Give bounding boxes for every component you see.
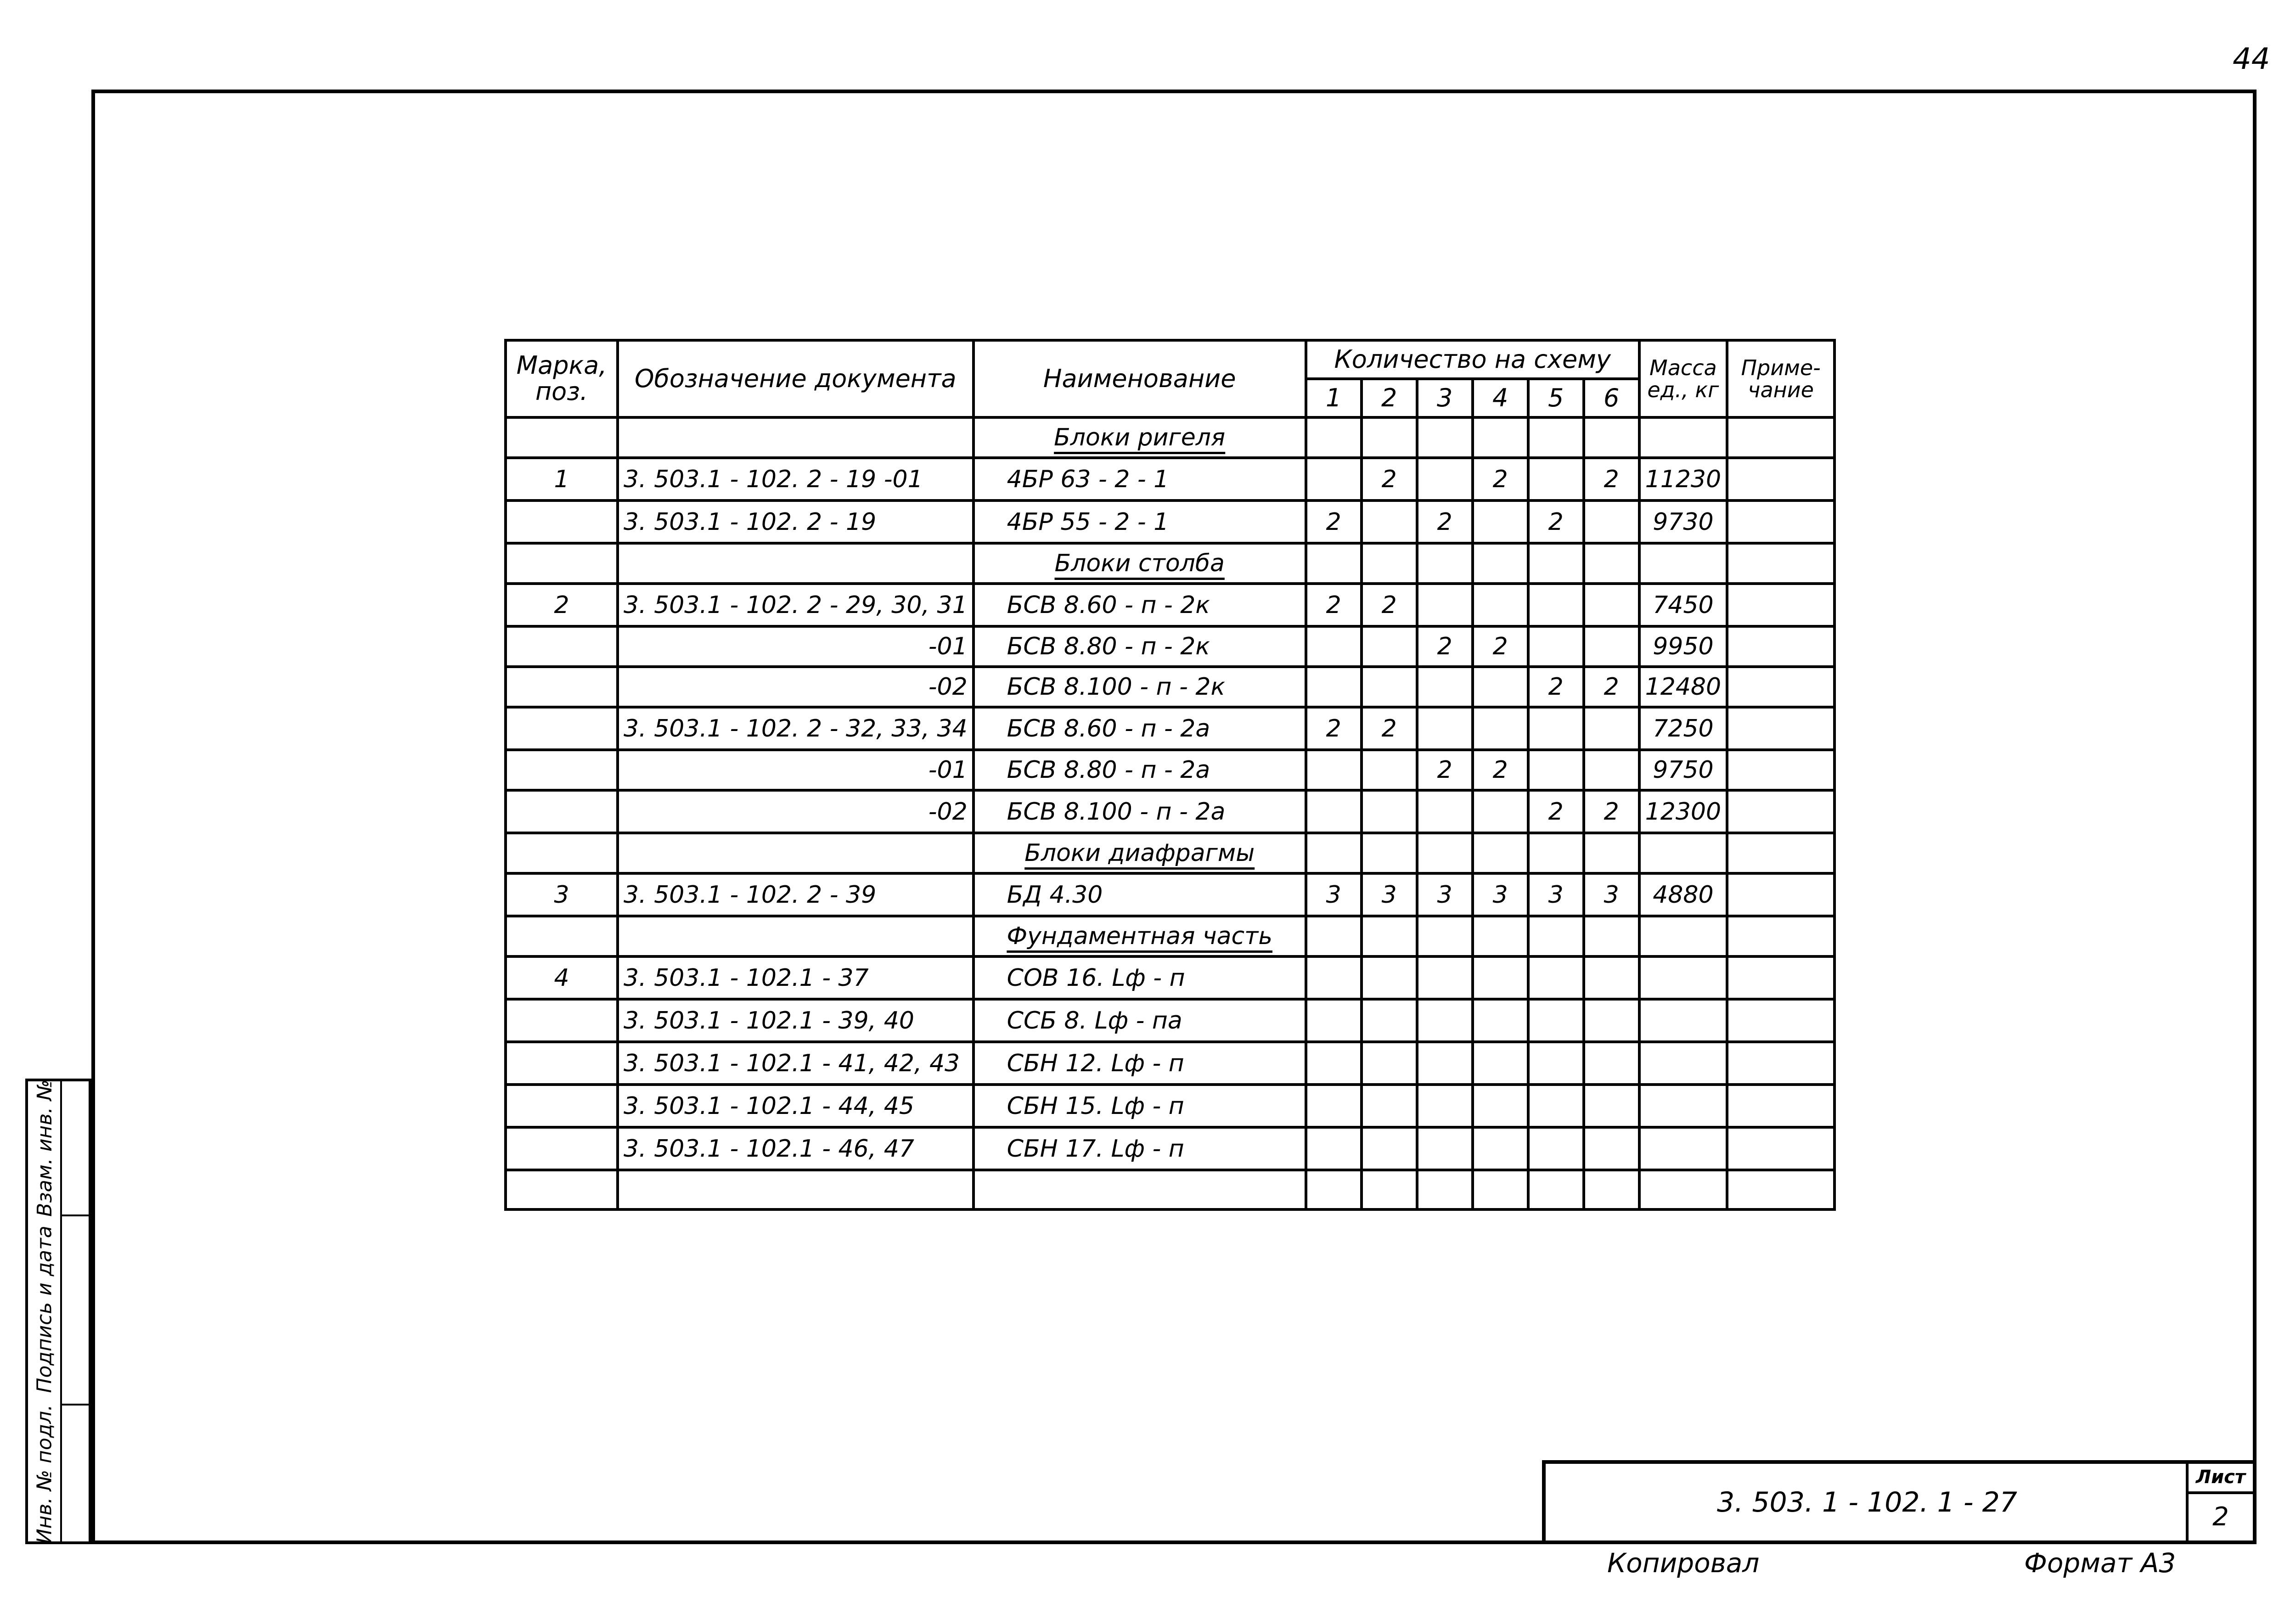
cell-name: БД 4.30 xyxy=(974,873,1306,916)
cell-qty-3 xyxy=(1417,458,1473,500)
cell-doc xyxy=(618,916,974,956)
cell-qty-6 xyxy=(1584,626,1639,667)
cell-doc xyxy=(618,543,974,584)
cell-mass xyxy=(1639,1127,1727,1170)
table-row xyxy=(506,956,1835,999)
header-name: Наименование xyxy=(974,340,1306,417)
header-q4: 4 xyxy=(1473,379,1528,417)
cell-qty-4 xyxy=(1473,1085,1528,1127)
cell-qty-4 xyxy=(1473,1042,1528,1085)
copied-by: Копировал xyxy=(1607,1547,1760,1579)
cell-doc: 3. 503.1 - 102. 2 - 32, 33, 34 xyxy=(618,707,974,750)
section-heading xyxy=(974,916,1306,956)
cell-mass: 9730 xyxy=(1639,500,1727,543)
cell-doc xyxy=(618,833,974,873)
cell-qty-6 xyxy=(1584,833,1639,873)
cell-qty-5: 2 xyxy=(1528,500,1584,543)
cell-qty-3: 2 xyxy=(1417,626,1473,667)
cell-qty-4 xyxy=(1473,1170,1528,1209)
cell-qty-3 xyxy=(1417,707,1473,750)
cell-qty-1 xyxy=(1306,1042,1362,1085)
cell-qty-2 xyxy=(1362,956,1417,999)
cell-qty-1 xyxy=(1306,1085,1362,1127)
cell-mark xyxy=(506,667,618,707)
cell-qty-5: 2 xyxy=(1528,790,1584,833)
cell-mark: 1 xyxy=(506,458,618,500)
cell-mark xyxy=(506,999,618,1042)
cell-name: СБН 12. Lф - п xyxy=(974,1042,1306,1085)
cell-qty-1 xyxy=(1306,458,1362,500)
cell-qty-2 xyxy=(1362,1170,1417,1209)
stamp-divider xyxy=(60,1404,89,1406)
cell-qty-3 xyxy=(1417,1085,1473,1127)
table-row xyxy=(506,750,1835,790)
cell-doc: -02 xyxy=(618,790,974,833)
cell-note xyxy=(1727,1170,1835,1209)
cell-mass: 11230 xyxy=(1639,458,1727,500)
cell-qty-5 xyxy=(1528,584,1584,626)
cell-qty-3 xyxy=(1417,584,1473,626)
cell-qty-2 xyxy=(1362,417,1417,458)
cell-qty-4 xyxy=(1473,916,1528,956)
cell-doc: 3. 503.1 - 102. 2 - 19 -01 xyxy=(618,458,974,500)
cell-qty-6 xyxy=(1584,1042,1639,1085)
cell-qty-2: 2 xyxy=(1362,707,1417,750)
cell-qty-3 xyxy=(1417,543,1473,584)
title-block xyxy=(1542,1460,2257,1544)
cell-qty-1 xyxy=(1306,833,1362,873)
cell-note xyxy=(1727,417,1835,458)
header-q2: 2 xyxy=(1362,379,1417,417)
cell-qty-6 xyxy=(1584,1127,1639,1170)
header-q6: 6 xyxy=(1584,379,1639,417)
cell-qty-3 xyxy=(1417,667,1473,707)
cell-qty-5 xyxy=(1528,916,1584,956)
cell-qty-3 xyxy=(1417,999,1473,1042)
cell-note xyxy=(1727,707,1835,750)
cell-qty-6 xyxy=(1584,916,1639,956)
cell-qty-5 xyxy=(1528,458,1584,500)
sheet-box xyxy=(2186,1464,2253,1541)
cell-qty-2: 3 xyxy=(1362,873,1417,916)
cell-qty-4 xyxy=(1473,956,1528,999)
header-qty: Количество на схему xyxy=(1306,340,1639,379)
cell-qty-4: 3 xyxy=(1473,873,1528,916)
cell-qty-6 xyxy=(1584,1085,1639,1127)
cell-qty-5 xyxy=(1528,750,1584,790)
cell-qty-6 xyxy=(1584,750,1639,790)
stamp-sign-date: Подпись и дата xyxy=(33,1225,56,1393)
cell-qty-5 xyxy=(1528,543,1584,584)
cell-qty-6: 3 xyxy=(1584,873,1639,916)
cell-note xyxy=(1727,873,1835,916)
cell-qty-1 xyxy=(1306,417,1362,458)
cell-mass xyxy=(1639,833,1727,873)
cell-note xyxy=(1727,750,1835,790)
cell-qty-2 xyxy=(1362,626,1417,667)
table-row xyxy=(506,1085,1835,1127)
cell-qty-3: 3 xyxy=(1417,873,1473,916)
cell-qty-6 xyxy=(1584,707,1639,750)
table-row xyxy=(506,873,1835,916)
cell-name: БСВ 8.100 - п - 2к xyxy=(974,667,1306,707)
cell-qty-5 xyxy=(1528,956,1584,999)
cell-qty-4: 2 xyxy=(1473,458,1528,500)
cell-name xyxy=(974,1170,1306,1209)
cell-qty-6 xyxy=(1584,417,1639,458)
cell-mass: 4880 xyxy=(1639,873,1727,916)
cell-qty-1: 2 xyxy=(1306,584,1362,626)
cell-mark xyxy=(506,1170,618,1209)
cell-note xyxy=(1727,458,1835,500)
cell-qty-2 xyxy=(1362,543,1417,584)
table-row xyxy=(506,1170,1835,1209)
cell-name: БСВ 8.80 - п - 2к xyxy=(974,626,1306,667)
cell-qty-3: 2 xyxy=(1417,500,1473,543)
table-row xyxy=(506,833,1835,873)
cell-qty-4 xyxy=(1473,543,1528,584)
cell-qty-1: 3 xyxy=(1306,873,1362,916)
cell-mass xyxy=(1639,417,1727,458)
cell-qty-5 xyxy=(1528,1170,1584,1209)
cell-qty-1: 2 xyxy=(1306,500,1362,543)
cell-mark xyxy=(506,833,618,873)
cell-qty-1: 2 xyxy=(1306,707,1362,750)
cell-qty-5 xyxy=(1528,417,1584,458)
cell-qty-2 xyxy=(1362,750,1417,790)
header-q5: 5 xyxy=(1528,379,1584,417)
cell-note xyxy=(1727,626,1835,667)
cell-qty-6 xyxy=(1584,543,1639,584)
header-mark: Марка, поз. xyxy=(506,340,618,417)
cell-doc: 3. 503.1 - 102.1 - 37 xyxy=(618,956,974,999)
cell-qty-1 xyxy=(1306,1127,1362,1170)
cell-qty-2 xyxy=(1362,1085,1417,1127)
cell-name: СБН 17. Lф - п xyxy=(974,1127,1306,1170)
cell-mass xyxy=(1639,543,1727,584)
cell-qty-2 xyxy=(1362,999,1417,1042)
cell-qty-3 xyxy=(1417,790,1473,833)
cell-name: 4БР 63 - 2 - 1 xyxy=(974,458,1306,500)
header-mass: Масса ед., кг xyxy=(1639,340,1727,417)
cell-mark xyxy=(506,916,618,956)
cell-qty-1 xyxy=(1306,626,1362,667)
cell-doc xyxy=(618,417,974,458)
cell-qty-5 xyxy=(1528,1042,1584,1085)
cell-name: ССБ 8. Lф - па xyxy=(974,999,1306,1042)
stamp-divider xyxy=(60,1214,89,1216)
cell-doc: 3. 503.1 - 102. 2 - 29, 30, 31 xyxy=(618,584,974,626)
cell-mass xyxy=(1639,1042,1727,1085)
section-heading-text: Фундаментная часть xyxy=(1007,922,1272,950)
page-number: 44 xyxy=(2233,42,2270,76)
stamp-inv-no: Инв. № подл. xyxy=(33,1404,56,1544)
cell-qty-4 xyxy=(1473,500,1528,543)
cell-doc: -01 xyxy=(618,750,974,790)
table-row xyxy=(506,584,1835,626)
table-row xyxy=(506,458,1835,500)
cell-mark xyxy=(506,626,618,667)
cell-mark xyxy=(506,543,618,584)
cell-note xyxy=(1727,1085,1835,1127)
cell-qty-4 xyxy=(1473,1127,1528,1170)
cell-qty-2 xyxy=(1362,667,1417,707)
sheet-number: 2 xyxy=(2212,1502,2229,1532)
cell-qty-6: 2 xyxy=(1584,790,1639,833)
cell-doc: 3. 503.1 - 102.1 - 39, 40 xyxy=(618,999,974,1042)
cell-name: БСВ 8.60 - п - 2а xyxy=(974,707,1306,750)
cell-qty-1 xyxy=(1306,999,1362,1042)
table-row xyxy=(506,707,1835,750)
cell-qty-1 xyxy=(1306,956,1362,999)
cell-note xyxy=(1727,956,1835,999)
cell-qty-2 xyxy=(1362,790,1417,833)
cell-mass xyxy=(1639,1085,1727,1127)
section-heading-text: Блоки диафрагмы xyxy=(1024,839,1255,867)
document-code: 3. 503. 1 - 102. 1 - 27 xyxy=(1717,1486,2017,1518)
stamp-repl-inv: Взам. инв. № xyxy=(33,1079,56,1217)
cell-mass xyxy=(1639,999,1727,1042)
header-q1: 1 xyxy=(1306,379,1362,417)
cell-qty-1 xyxy=(1306,667,1362,707)
cell-mark: 4 xyxy=(506,956,618,999)
cell-doc: 3. 503.1 - 102.1 - 41, 42, 43 xyxy=(618,1042,974,1085)
table-row xyxy=(506,626,1835,667)
cell-qty-6 xyxy=(1584,1170,1639,1209)
cell-mark xyxy=(506,1127,618,1170)
table-row xyxy=(506,916,1835,956)
cell-note xyxy=(1727,833,1835,873)
header-doc: Обозначение документа xyxy=(618,340,974,417)
cell-note xyxy=(1727,1042,1835,1085)
cell-qty-1 xyxy=(1306,790,1362,833)
cell-mass: 9750 xyxy=(1639,750,1727,790)
cell-mark xyxy=(506,707,618,750)
cell-qty-5 xyxy=(1528,1085,1584,1127)
section-heading-text: Блоки ригеля xyxy=(1054,424,1226,451)
cell-mass: 7450 xyxy=(1639,584,1727,626)
header-q3: 3 xyxy=(1417,379,1473,417)
section-heading-text: Блоки столба xyxy=(1054,550,1225,577)
cell-qty-4 xyxy=(1473,584,1528,626)
cell-qty-4: 2 xyxy=(1473,626,1528,667)
cell-mark xyxy=(506,417,618,458)
cell-note xyxy=(1727,667,1835,707)
cell-mark: 3 xyxy=(506,873,618,916)
cell-qty-4 xyxy=(1473,417,1528,458)
cell-mass xyxy=(1639,956,1727,999)
cell-note xyxy=(1727,500,1835,543)
paper-format: Формат А3 xyxy=(2024,1547,2176,1579)
cell-qty-4 xyxy=(1473,999,1528,1042)
cell-doc: -01 xyxy=(618,626,974,667)
cell-note xyxy=(1727,584,1835,626)
cell-name: БСВ 8.60 - п - 2к xyxy=(974,584,1306,626)
table-row xyxy=(506,543,1835,584)
cell-qty-1 xyxy=(1306,750,1362,790)
cell-doc: 3. 503.1 - 102.1 - 46, 47 xyxy=(618,1127,974,1170)
cell-qty-5 xyxy=(1528,626,1584,667)
cell-qty-6 xyxy=(1584,584,1639,626)
cell-qty-2 xyxy=(1362,916,1417,956)
section-heading xyxy=(974,543,1306,584)
cell-qty-3 xyxy=(1417,833,1473,873)
cell-qty-3: 2 xyxy=(1417,750,1473,790)
cell-qty-2: 2 xyxy=(1362,458,1417,500)
section-heading xyxy=(974,833,1306,873)
cell-note xyxy=(1727,1127,1835,1170)
specification-table xyxy=(504,339,1836,1211)
cell-qty-4 xyxy=(1473,790,1528,833)
cell-mass: 12480 xyxy=(1639,667,1727,707)
cell-mark xyxy=(506,500,618,543)
cell-name: БСВ 8.100 - п - 2а xyxy=(974,790,1306,833)
cell-qty-3 xyxy=(1417,1170,1473,1209)
cell-qty-4: 2 xyxy=(1473,750,1528,790)
cell-qty-6: 2 xyxy=(1584,667,1639,707)
cell-note xyxy=(1727,790,1835,833)
cell-qty-5 xyxy=(1528,1127,1584,1170)
cell-qty-2 xyxy=(1362,500,1417,543)
cell-mass xyxy=(1639,1170,1727,1209)
table-row xyxy=(506,999,1835,1042)
cell-qty-4 xyxy=(1473,667,1528,707)
cell-doc: 3. 503.1 - 102. 2 - 19 xyxy=(618,500,974,543)
cell-mark xyxy=(506,1085,618,1127)
left-stamp xyxy=(25,1079,91,1544)
cell-qty-1 xyxy=(1306,1170,1362,1209)
cell-qty-3 xyxy=(1417,1127,1473,1170)
cell-qty-3 xyxy=(1417,956,1473,999)
cell-qty-5 xyxy=(1528,833,1584,873)
sheet-label: Лист xyxy=(2189,1464,2253,1494)
cell-qty-3 xyxy=(1417,916,1473,956)
cell-qty-2 xyxy=(1362,833,1417,873)
cell-qty-5 xyxy=(1528,999,1584,1042)
cell-note xyxy=(1727,916,1835,956)
cell-qty-4 xyxy=(1473,707,1528,750)
cell-qty-2: 2 xyxy=(1362,584,1417,626)
cell-mark xyxy=(506,750,618,790)
cell-qty-6: 2 xyxy=(1584,458,1639,500)
cell-qty-6 xyxy=(1584,500,1639,543)
cell-qty-2 xyxy=(1362,1042,1417,1085)
cell-qty-5 xyxy=(1528,707,1584,750)
cell-qty-6 xyxy=(1584,999,1639,1042)
cell-qty-6 xyxy=(1584,956,1639,999)
cell-mass: 9950 xyxy=(1639,626,1727,667)
table-row xyxy=(506,1127,1835,1170)
cell-qty-4 xyxy=(1473,833,1528,873)
cell-name: БСВ 8.80 - п - 2а xyxy=(974,750,1306,790)
cell-doc: -02 xyxy=(618,667,974,707)
cell-mark xyxy=(506,790,618,833)
cell-mark xyxy=(506,1042,618,1085)
table-row xyxy=(506,500,1835,543)
cell-qty-1 xyxy=(1306,916,1362,956)
cell-qty-3 xyxy=(1417,1042,1473,1085)
table-row xyxy=(506,417,1835,458)
cell-qty-5: 3 xyxy=(1528,873,1584,916)
cell-qty-1 xyxy=(1306,543,1362,584)
cell-mass: 7250 xyxy=(1639,707,1727,750)
cell-doc: 3. 503.1 - 102. 2 - 39 xyxy=(618,873,974,916)
table-body xyxy=(506,417,1835,1209)
table-row xyxy=(506,667,1835,707)
cell-doc xyxy=(618,1170,974,1209)
section-heading xyxy=(974,417,1306,458)
cell-note xyxy=(1727,999,1835,1042)
cell-note xyxy=(1727,543,1835,584)
cell-qty-5: 2 xyxy=(1528,667,1584,707)
cell-doc: 3. 503.1 - 102.1 - 44, 45 xyxy=(618,1085,974,1127)
cell-mass xyxy=(1639,916,1727,956)
cell-mark: 2 xyxy=(506,584,618,626)
header-note: Приме- чание xyxy=(1727,340,1835,417)
cell-qty-2 xyxy=(1362,1127,1417,1170)
cell-name: СОВ 16. Lф - п xyxy=(974,956,1306,999)
cell-qty-3 xyxy=(1417,417,1473,458)
cell-name: СБН 15. Lф - п xyxy=(974,1085,1306,1127)
table-row xyxy=(506,1042,1835,1085)
cell-mass: 12300 xyxy=(1639,790,1727,833)
table-row xyxy=(506,790,1835,833)
cell-name: 4БР 55 - 2 - 1 xyxy=(974,500,1306,543)
